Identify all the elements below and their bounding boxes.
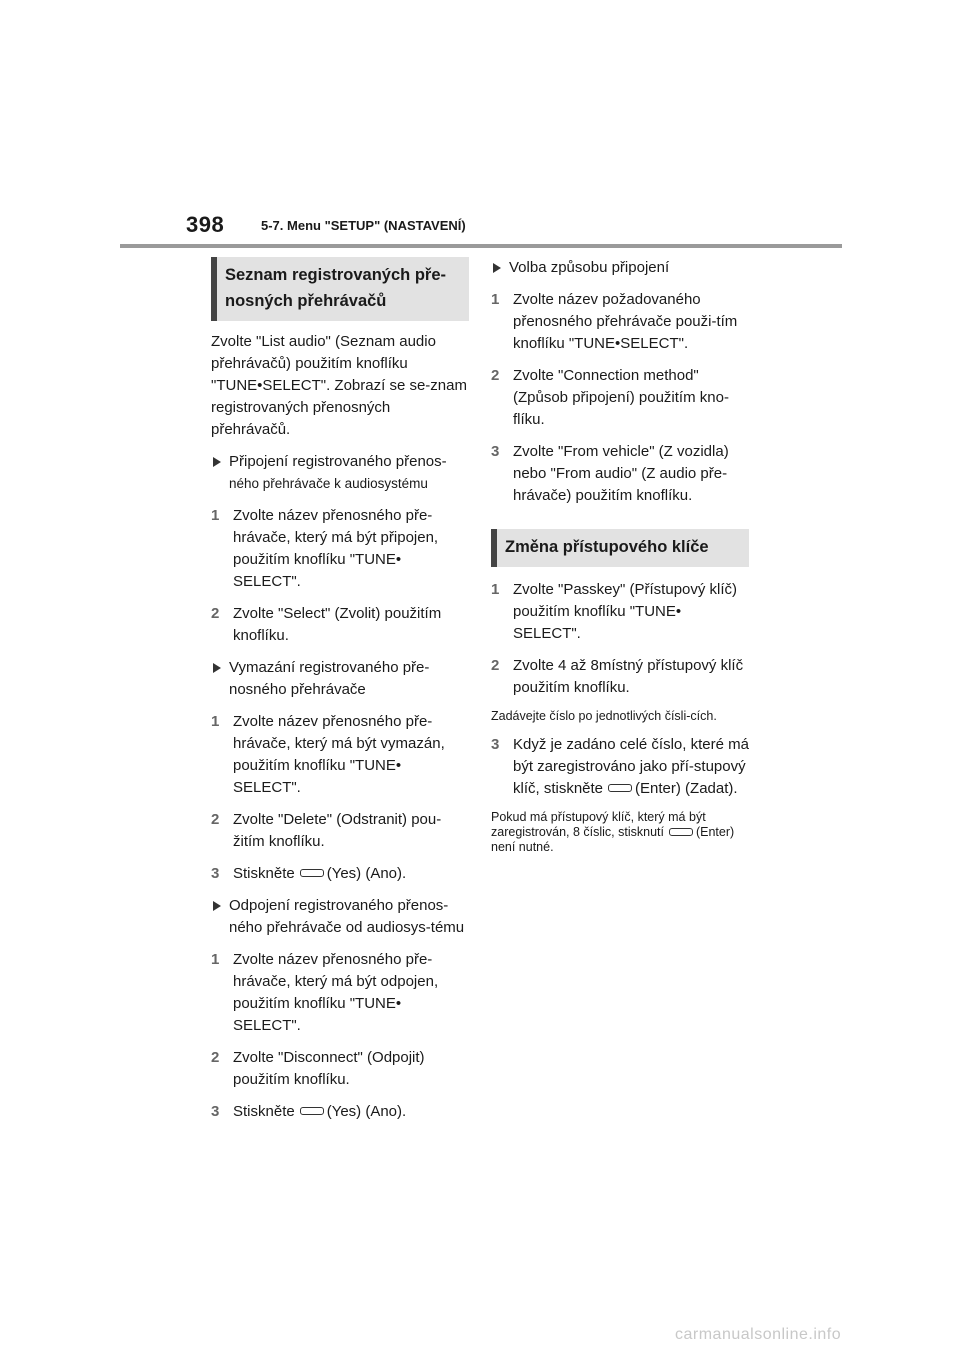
- passkey-step-2: 2 Zvolte 4 až 8místný přístupový klíč použitím knoflíku.: [491, 657, 744, 696]
- bullet-disconnect: Odpojení registrovaného přenos-ného přehrávače od audiosys-tému: [211, 895, 469, 939]
- bullet-connect-title-cont: ného přehrávače k audiosystému: [229, 476, 428, 491]
- disconnect-step-1: 1 Zvolte název přenosného pře-hrávače, který má být odpojen, použitím knoflíku "TUNE• SELECT".: [211, 951, 439, 1034]
- triangle-bullet-icon: [213, 457, 221, 467]
- disconnect-step-2: 2 Zvolte "Disconnect" (Odpojit) použitím knoflíku.: [211, 1049, 425, 1088]
- method-step-3: 3 Zvolte "From vehicle" (Z vozidla) nebo "From audio" (Z audio pře-hrávače) použitím knoflíku.: [491, 443, 729, 504]
- yes-button-icon: [300, 869, 324, 877]
- note-enter-not-needed: Pokud má přístupový klíč, který má být zaregistrován, 8 číslic, stisknutí (Enter) není nutné.: [491, 810, 735, 854]
- header-rule: [120, 244, 842, 248]
- section-title: 5-7. Menu "SETUP" (NASTAVENÍ): [261, 218, 466, 233]
- enter-button-icon: [608, 784, 632, 792]
- heading-registered-players: Seznam registrovaných pře-nosných přehrávačů: [211, 257, 469, 321]
- bullet-connect: [211, 451, 469, 495]
- right-column: [491, 257, 749, 865]
- page-number: 398: [186, 212, 225, 237]
- triangle-bullet-icon: [493, 263, 501, 273]
- bullet-connect-title: Připojení registrovaného přenos-: [229, 453, 447, 470]
- bullet-connection-method: Volba způsobu připojení: [491, 257, 749, 279]
- connect-step-1: 1 Zvolte název přenosného pře-hrávače, který má být připojen, použitím knoflíku "TUNE• SELECT".: [211, 507, 439, 590]
- delete-step-2: 2 Zvolte "Delete" (Odstranit) pou-žitím knoflíku.: [211, 811, 442, 850]
- note-digits: Zadávejte číslo po jednotlivých čísli-cích.: [491, 709, 717, 723]
- passkey-step-1: 1 Zvolte "Passkey" (Přístupový klíč) použitím knoflíku "TUNE• SELECT".: [491, 581, 738, 642]
- heading-change-passkey: Změna přístupového klíče: [491, 529, 749, 567]
- connect-step-2: 2 Zvolte "Select" (Zvolit) použitím knoflíku.: [211, 605, 442, 644]
- bullet-delete: Vymazání registrovaného pře-nosného přehrávače: [211, 657, 469, 701]
- intro-paragraph: Zvolte "List audio" (Seznam audio přehrávačů) použitím knoflíku "TUNE•SELECT". Zobrazí se se-znam registrovaných přenosných přehrávačů.: [211, 333, 467, 438]
- passkey-step-3: 3 Když je zadáno celé číslo, které má být zaregistrováno jako pří-stupový klíč, stiskněte (Enter) (Zadat).: [491, 736, 749, 797]
- left-column: [211, 257, 469, 1133]
- method-step-1: 1 Zvolte název požadovaného přenosného přehrávače použi-tím knoflíku "TUNE•SELECT".: [491, 291, 738, 352]
- disconnect-step-3: 3 Stiskněte (Yes) (Ano).: [211, 1103, 407, 1120]
- yes-button-icon: [300, 1107, 324, 1115]
- method-step-2: 2 Zvolte "Connection method" (Způsob připojení) použitím kno-flíku.: [491, 367, 729, 428]
- enter-button-icon: [669, 828, 693, 836]
- delete-step-3: 3 Stiskněte (Yes) (Ano).: [211, 865, 407, 882]
- delete-step-1: 1 Zvolte název přenosného pře-hrávače, který má být vymazán, použitím knoflíku "TUNE• SELECT".: [211, 713, 445, 796]
- triangle-bullet-icon: [213, 663, 221, 673]
- footer-watermark: carmanualsonline.info: [675, 1326, 842, 1343]
- triangle-bullet-icon: [213, 901, 221, 911]
